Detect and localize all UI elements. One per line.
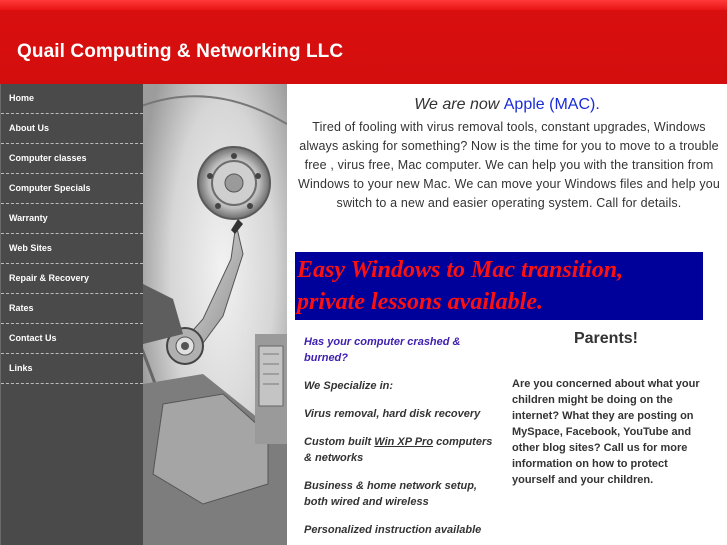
sidebar-item-computer-classes[interactable]: Computer classes xyxy=(1,144,143,174)
sidebar-item-repair-recovery[interactable]: Repair & Recovery xyxy=(1,264,143,294)
specialize-heading: We Specialize in: xyxy=(304,380,394,392)
service-network-setup: Business & home network setup, both wired and wireless xyxy=(304,480,477,508)
sidebar-item-home[interactable]: Home xyxy=(1,84,143,114)
services-column xyxy=(304,334,500,538)
banner-line-2: private lessons available. xyxy=(297,289,543,315)
parents-text: Are you concerned about what your children might be doing on the internet? What they are posting on MySpace, Facebook, YouTube and other blog sites? Call us for more information on how to protect yourself and your children. xyxy=(512,378,700,486)
site-header xyxy=(0,0,727,84)
intro-paragraph: Tired of fooling with virus removal tools, constant upgrades, Windows always asking for something? Now is the time for you to move to a trouble free , virus free, Mac computer. We can help you with the transition from Windows to your new Mac. We can move your Windows files and help you switch to a new and easier operating system. Call for details. xyxy=(298,120,720,210)
apple-heading xyxy=(287,96,727,114)
parents-column xyxy=(511,328,707,488)
win-xp-pro-link[interactable]: Win XP Pro xyxy=(374,436,434,448)
service-personalized: Personalized instruction available xyxy=(304,524,482,536)
sidebar-item-web-sites[interactable]: Web Sites xyxy=(1,234,143,264)
sidebar-nav xyxy=(0,84,143,545)
sidebar-item-rates[interactable]: Rates xyxy=(1,294,143,324)
banner-line-1: Easy Windows to Mac transition, xyxy=(297,257,624,283)
apple-heading-prefix: We are now xyxy=(414,96,504,113)
service-custom-built xyxy=(304,434,500,466)
crash-question: Has your computer crashed & burned? xyxy=(304,336,461,364)
sidebar-item-warranty[interactable]: Warranty xyxy=(1,204,143,234)
custom-built-suffix: computers & networks xyxy=(304,436,493,464)
hard-disk-illustration xyxy=(143,84,287,545)
sidebar-item-links[interactable]: Links xyxy=(1,354,143,384)
main-content xyxy=(287,84,727,545)
hard-disk-image xyxy=(143,84,287,545)
transition-banner xyxy=(295,252,703,320)
sidebar-item-contact-us[interactable]: Contact Us xyxy=(1,324,143,354)
custom-built-prefix: Custom built xyxy=(304,436,375,448)
site-title[interactable]: Quail Computing & Networking LLC xyxy=(17,41,344,62)
sidebar-item-computer-specials[interactable]: Computer Specials xyxy=(1,174,143,204)
service-virus-removal: Virus removal, hard disk recovery xyxy=(304,408,481,420)
header-top-strip xyxy=(0,0,727,10)
sidebar-item-about-us[interactable]: About Us xyxy=(1,114,143,144)
apple-mac-link[interactable]: Apple (MAC). xyxy=(503,96,600,113)
parents-heading: Parents! xyxy=(573,330,639,347)
